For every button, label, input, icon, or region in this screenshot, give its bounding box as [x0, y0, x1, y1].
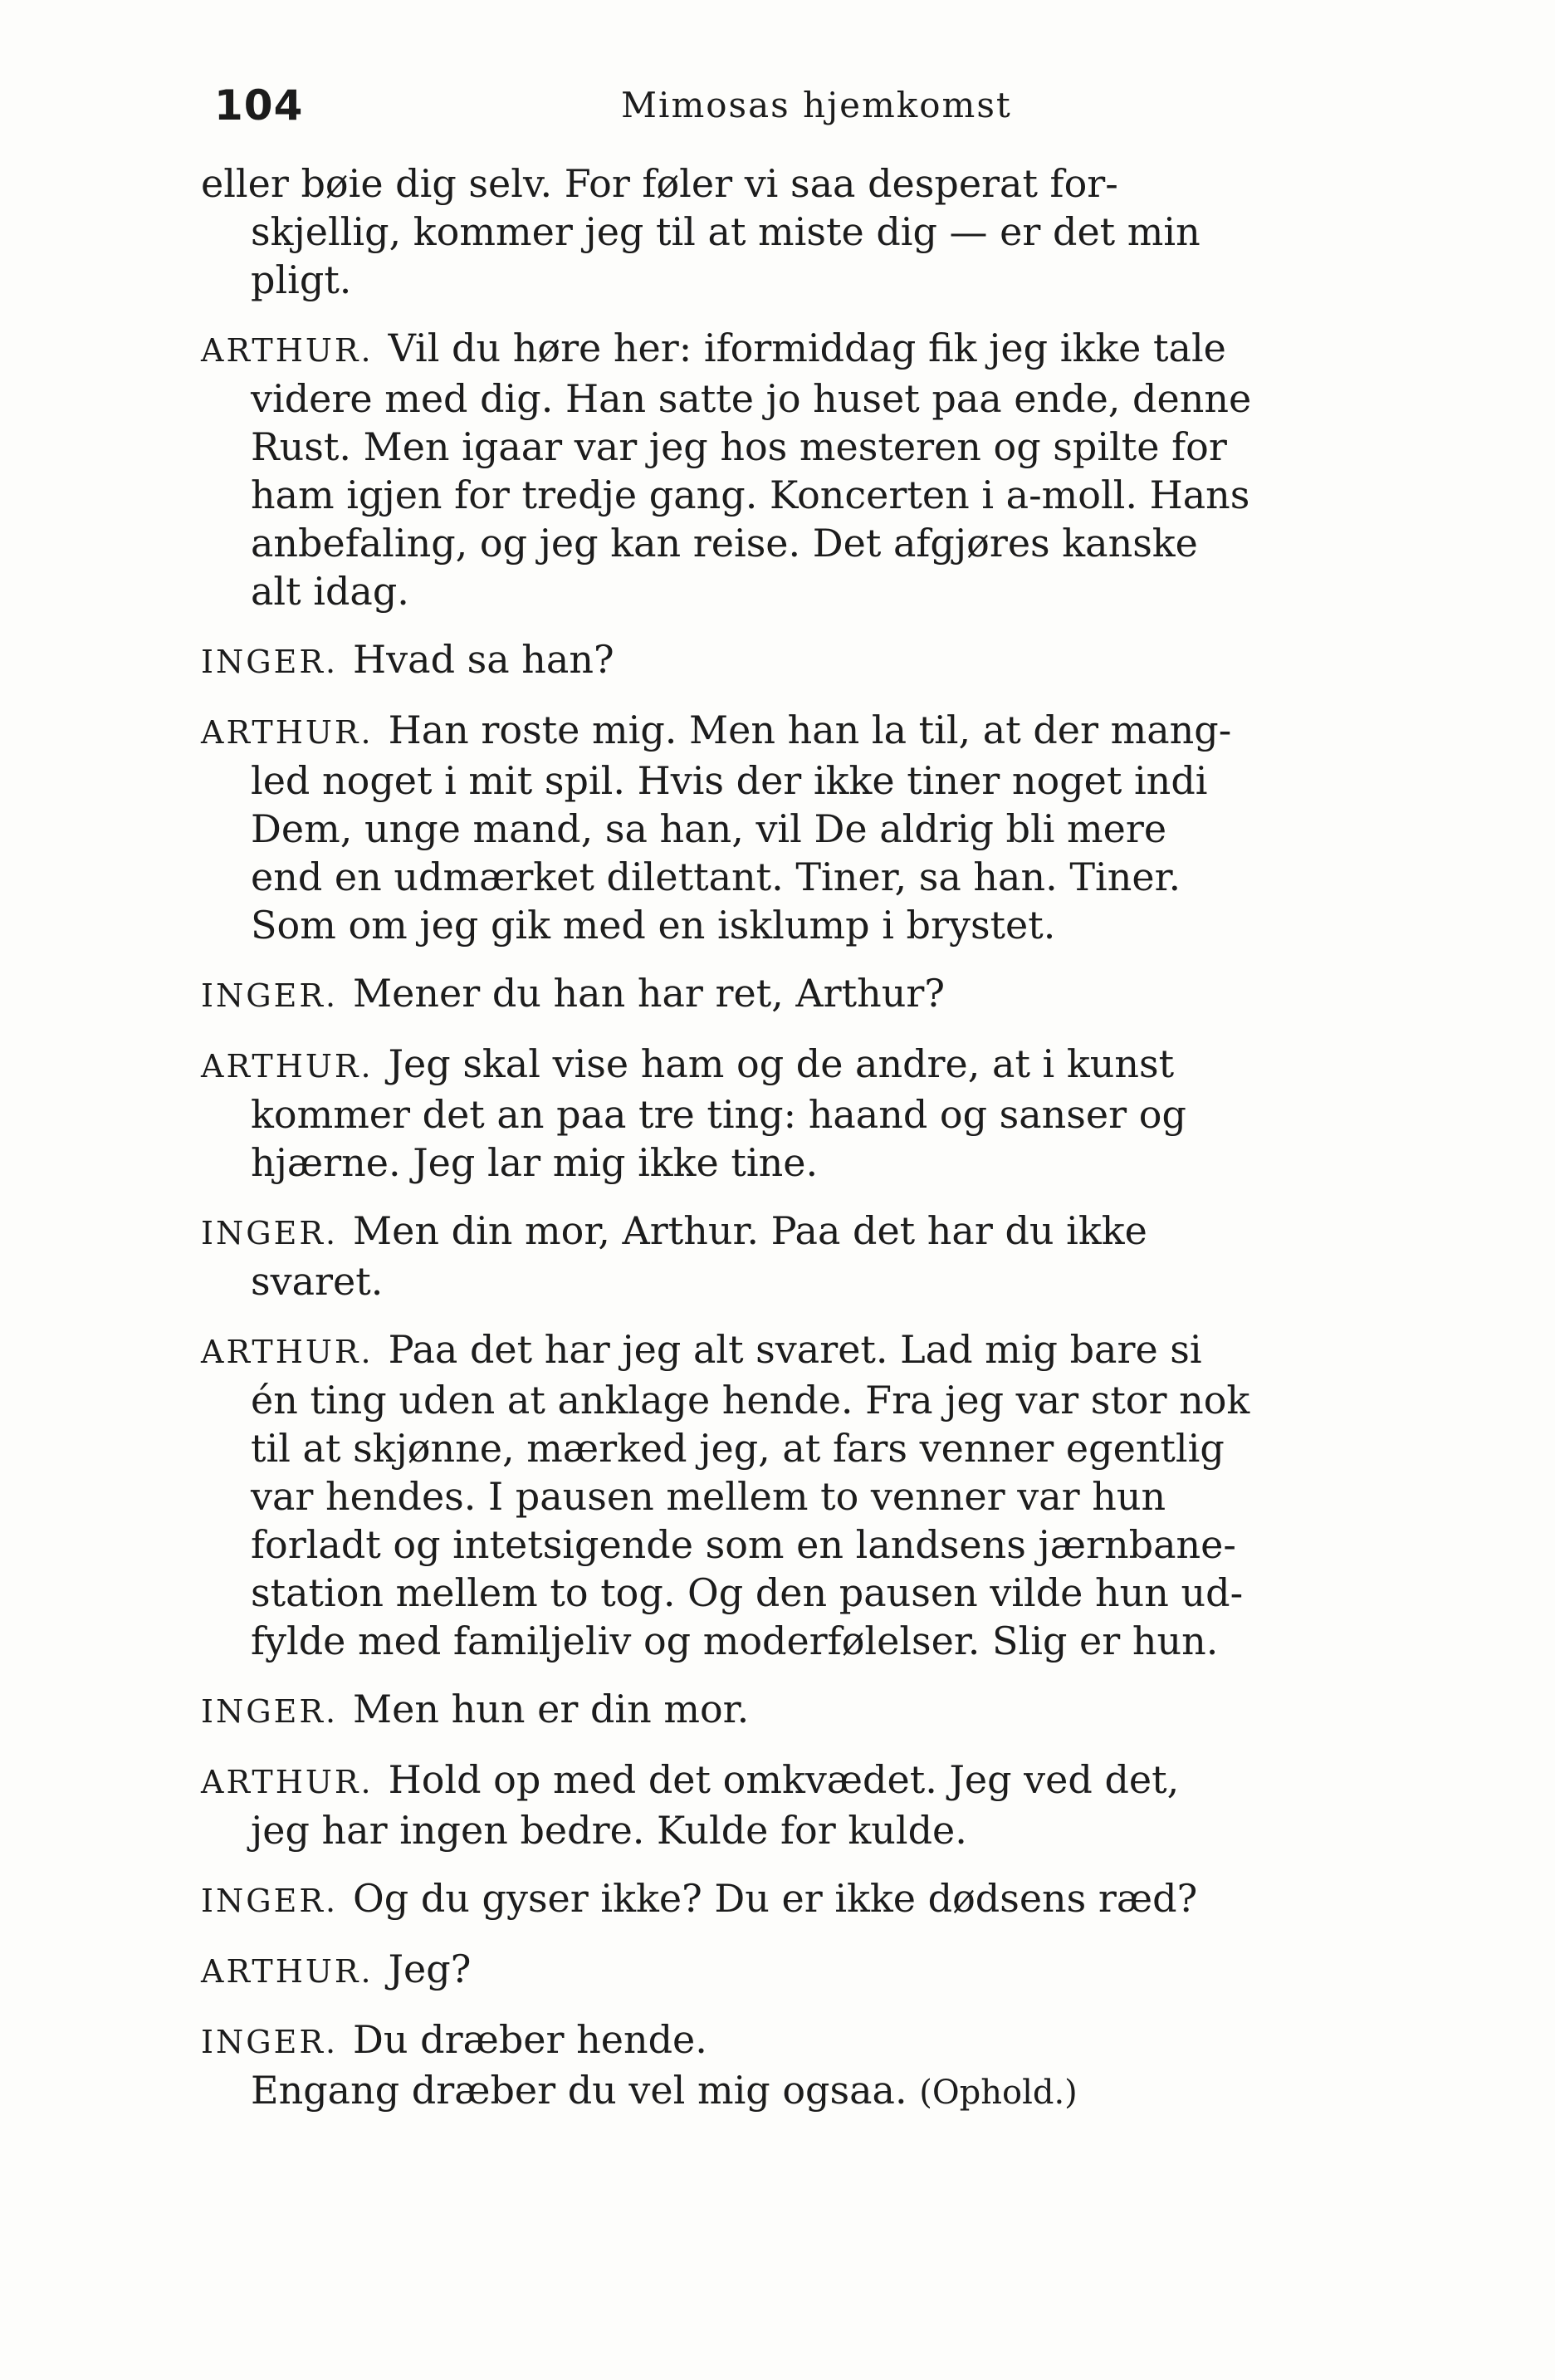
text-line: hjærne. Jeg lar mig ikke tine. — [251, 1140, 819, 1185]
dialogue-text: Hvad sa han? — [353, 637, 614, 682]
text-line: Som om jeg gik med en isklump i brystet. — [251, 903, 1056, 948]
page-header — [214, 76, 1393, 135]
dialogue-text: Mener du han har ret, Arthur? — [353, 971, 946, 1016]
dialogue-paragraph — [201, 324, 1396, 615]
dialogue-text: Vil du høre her: iformiddag fik jeg ikke tale — [388, 326, 1226, 370]
text-line: var hendes. I pausen mellem to venner var hun — [251, 1474, 1166, 1519]
dialogue-paragraph — [201, 1325, 1396, 1665]
speaker-name: INGER. — [201, 2024, 339, 2060]
dialogue-paragraph — [201, 1207, 1396, 1305]
text-line: ham igjen for tredje gang. Koncerten i a-moll. Hans — [251, 473, 1250, 517]
text-line: til at skjønne, mærked jeg, at fars venner egentlig — [251, 1426, 1225, 1471]
text-line: pligt. — [251, 257, 352, 302]
speaker-name: ARTHUR. — [201, 1048, 374, 1085]
speaker-name: ARTHUR. — [201, 1334, 374, 1370]
speaker-name: INGER. — [201, 1883, 339, 1919]
page-body — [201, 159, 1396, 2117]
dialogue-text: Jeg skal vise ham og de andre, at i kunst — [388, 1041, 1175, 1086]
text-line: forladt og intetsigende som en landsens jærnbane- — [251, 1522, 1236, 1567]
dialogue-text: Hold op med det omkvædet. Jeg ved det, — [388, 1757, 1180, 1802]
dialogue-paragraph — [201, 1945, 1396, 1996]
dialogue-paragraph — [201, 1040, 1396, 1187]
text-line: skjellig, kommer jeg til at miste dig — er det min — [251, 209, 1200, 254]
text-line: end en udmærket dilettant. Tiner, sa han. Tiner. — [251, 855, 1181, 899]
dialogue-text: Paa det har jeg alt svaret. Lad mig bare si — [388, 1327, 1202, 1372]
closing-line — [201, 2066, 1396, 2117]
text-line: Dem, unge mand, sa han, vil De aldrig bli mere — [251, 806, 1167, 851]
dialogue-paragraph — [201, 1685, 1396, 1736]
dialogue-paragraph — [201, 635, 1396, 686]
closing-text: Engang dræber du vel mig ogsaa. — [251, 2068, 907, 2113]
dialogue-paragraph — [201, 1874, 1396, 1925]
text-line: videre med dig. Han satte jo huset paa ende, denne — [251, 376, 1252, 421]
stage-direction: (Ophold.) — [919, 2074, 1078, 2112]
dialogue-paragraph — [201, 706, 1396, 949]
running-title: Mimosas hjemkomst — [621, 85, 1012, 125]
dialogue-text: Du dræber hende. — [353, 2017, 707, 2062]
dialogue-paragraph — [201, 1756, 1396, 1854]
dialogue-paragraph — [201, 2015, 1396, 2117]
text-line: eller bøie dig selv. For føler vi saa desperat for- — [201, 161, 1118, 206]
dialogue-paragraph — [201, 969, 1396, 1020]
speaker-name: ARTHUR. — [201, 332, 374, 369]
paragraph — [201, 159, 1396, 304]
page-number: 104 — [214, 81, 304, 130]
speaker-name: INGER. — [201, 644, 339, 680]
text-line: alt idag. — [251, 569, 409, 614]
text-line: fylde med familjeliv og moderfølelser. Slig er hun. — [251, 1618, 1219, 1663]
text-line: svaret. — [251, 1259, 384, 1304]
dialogue-text: Men din mor, Arthur. Paa det har du ikke — [353, 1208, 1147, 1253]
text-line: anbefaling, og jeg kan reise. Det afgjøres kanske — [251, 521, 1198, 566]
dialogue-text: Og du gyser ikke? Du er ikke dødsens ræd? — [353, 1876, 1198, 1921]
text-line: kommer det an paa tre ting: haand og sanser og — [251, 1092, 1186, 1137]
dialogue-text: Jeg? — [388, 1947, 472, 1991]
text-line: Rust. Men igaar var jeg hos mesteren og spilte for — [251, 424, 1227, 469]
dialogue-text: Han roste mig. Men han la til, at der mang- — [388, 708, 1232, 752]
text-line: led noget i mit spil. Hvis der ikke tiner noget indi — [251, 758, 1208, 803]
text-line: jeg har ingen bedre. Kulde for kulde. — [251, 1808, 967, 1853]
speaker-name: ARTHUR. — [201, 714, 374, 751]
speaker-name: ARTHUR. — [201, 1953, 374, 1990]
speaker-name: INGER. — [201, 977, 339, 1014]
dialogue-text: Men hun er din mor. — [353, 1687, 750, 1731]
text-line: station mellem to tog. Og den pausen vilde hun ud- — [251, 1570, 1244, 1615]
speaker-name: INGER. — [201, 1693, 339, 1730]
speaker-name: INGER. — [201, 1215, 339, 1251]
text-line: én ting uden at anklage hende. Fra jeg var stor nok — [251, 1378, 1250, 1423]
speaker-name: ARTHUR. — [201, 1764, 374, 1800]
